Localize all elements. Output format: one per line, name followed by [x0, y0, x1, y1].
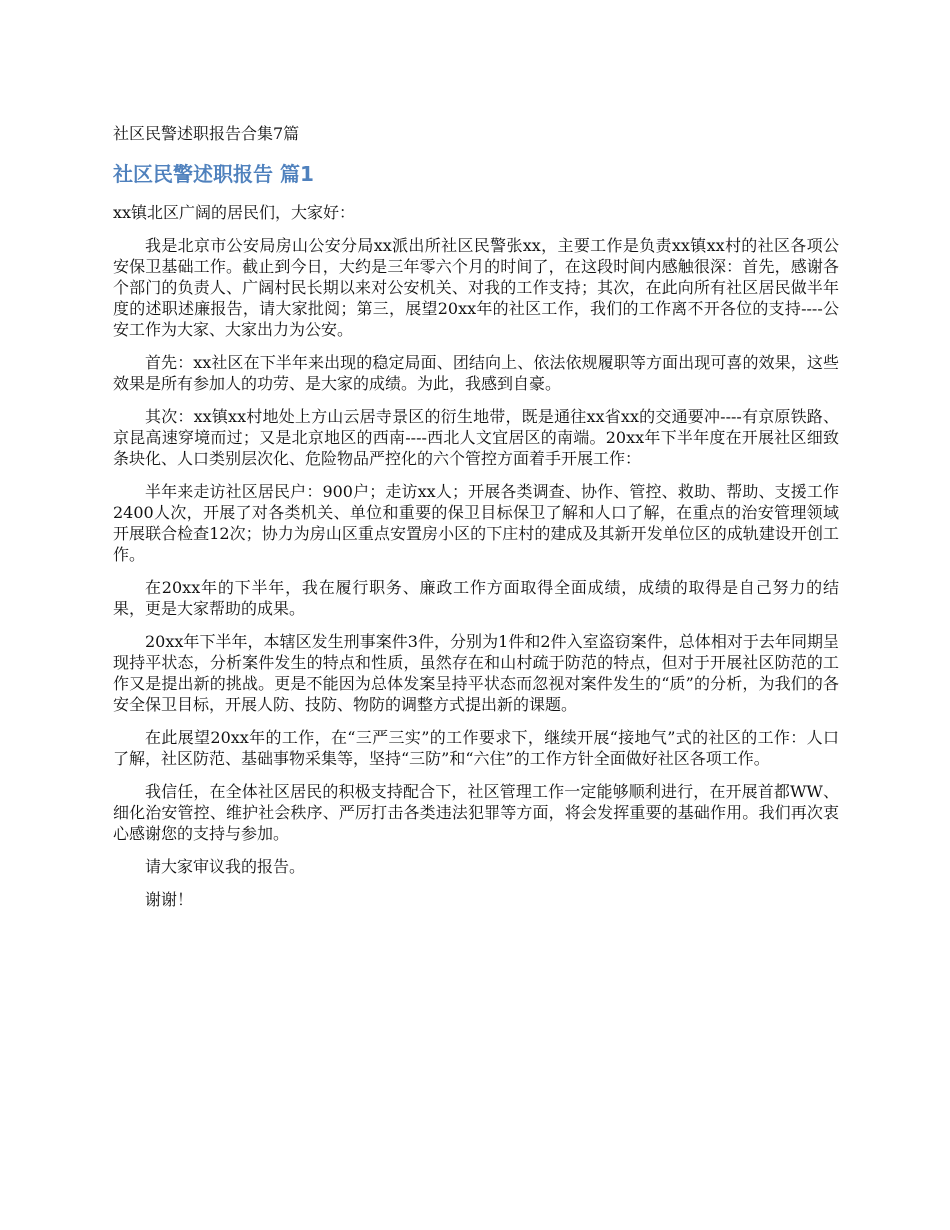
paragraph-thanks: 谢谢！ [145, 890, 194, 909]
paragraph-trust: 我信任，在全体社区居民的积极支持配合下，社区管理工作一定能够顺利进行，在开展首都WW、细化治安管控、维护社会秩序、严厉打击各类违法犯罪等方面，将会发挥重要的基础作用。我们再次衷心感谢您的支持与参加。 [113, 782, 839, 843]
paragraph-cases: 20xx年下半年，本辖区发生刑事案件3件，分别为1件和2件入室盗窃案件，总体相对于去年同期呈现持平状态，分析案件发生的特点和性质，虽然存在和山村疏于防范的特点，但对于开展社区防范的工作又是提出新的挑战。更是不能因为总体发案呈持平状态而忽视对案件发生的“质”的分析，为我们的各安全保卫目标，开展人防、技防、物防的调整方式提出新的课题。 [113, 632, 839, 714]
paragraph-second: 其次：xx镇xx村地处上方山云居寺景区的衍生地带，既是通往xx省xx的交通要冲----有京原铁路、京昆高速穿境而过；又是北京地区的西南----西北人文宜居区的南端。20xx年下半年度在开展社区细致条块化、人口类别层次化、危险物品严控化的六个管控方面着手开展工作： [113, 407, 839, 468]
paragraph-first: 首先：xx社区在下半年来出现的稳定局面、团结向上、依法依规履职等方面出现可喜的效果，这些效果是所有参加人的功劳、是大家的成绩。为此，我感到自豪。 [113, 353, 839, 393]
paragraph-outlook: 在此展望20xx年的工作，在“三严三实”的工作要求下，继续开展“接地气”式的社区的工作：人口了解，社区防范、基础事物采集等，坚持“三防”和“六住”的工作方针全面做好社区各项工作。 [113, 728, 839, 768]
document-title: 社区民警述职报告合集7篇 [113, 124, 300, 143]
section-heading: 社区民警述职报告 篇1 [113, 162, 314, 186]
paragraph-visits: 半年来走访社区居民户：900户；走访xx人；开展各类调查、协作、管控、救助、帮助、支援工作2400人次，开展了对各类机关、单位和重要的保卫目标保卫了解和人口了解，在重点的治安管理领域开展联合检查12次；协力为房山区重点安置房小区的下庄村的建成及其新开发单位区的成轨建设开创工作。 [113, 482, 839, 564]
paragraph-introduction: 我是北京市公安局房山公安分局xx派出所社区民警张xx，主要工作是负责xx镇xx村的社区各项公安保卫基础工作。截止到今日，大约是三年零六个月的时间了，在这段时间内感触很深：首先，感谢各个部门的负责人、广阔村民长期以来对公安机关、对我的工作支持；其次，在此向所有社区居民做半年度的述职述廉报告，请大家批阅；第三，展望20xx年的社区工作，我们的工作离不开各位的支持----公安工作为大家、大家出力为公安。 [113, 236, 839, 339]
salutation: xx镇北区广阔的居民们，大家好： [113, 203, 356, 222]
paragraph-request: 请大家审议我的报告。 [145, 857, 306, 876]
paragraph-achievements: 在20xx年的下半年，我在履行职务、廉政工作方面取得全面成绩，成绩的取得是自己努力的结果，更是大家帮助的成果。 [113, 578, 839, 618]
document-page [113, 122, 839, 922]
